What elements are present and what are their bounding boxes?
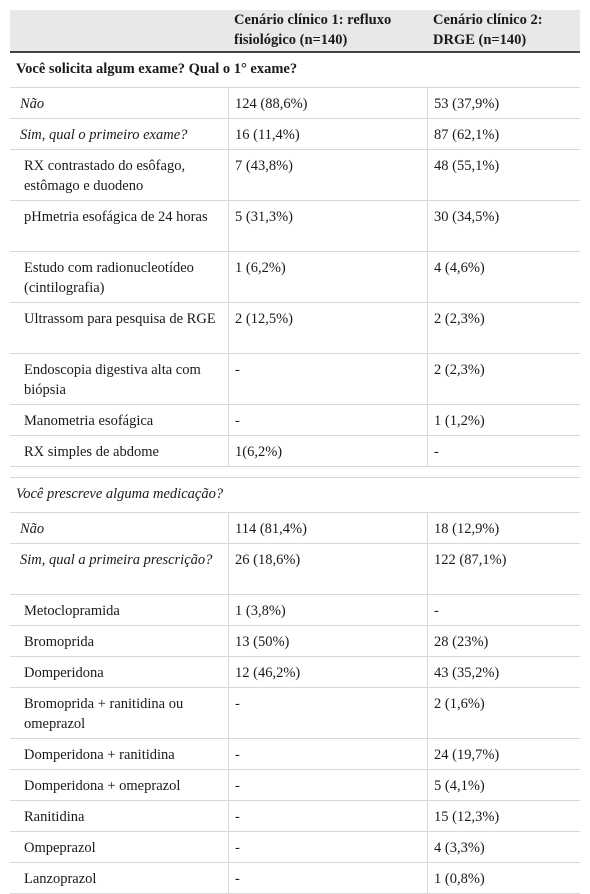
section-title: Você solicita algum exame? Qual o 1° exame?: [16, 61, 298, 77]
table-row: [10, 513, 580, 544]
table-row: [10, 354, 580, 405]
row-label: Domperidona: [24, 665, 104, 681]
row-label: Não: [20, 96, 45, 112]
row-label: Ranitidina: [24, 809, 85, 825]
scenario-2-value: 4 (3,3%): [427, 832, 580, 862]
row-label: Bromoprida: [24, 634, 95, 650]
row-label: RX contrastado do esôfago, estômago e duodeno: [24, 158, 186, 194]
scenario-1-value: 1 (3,8%): [228, 595, 427, 625]
header-col-scenario-1: Cenário clínico 1: refluxo fisiológico (n=140): [234, 12, 392, 48]
row-label: RX simples de abdome: [24, 444, 159, 460]
scenario-2-value: 2 (2,3%): [427, 303, 580, 353]
scenario-1-value: 2 (12,5%): [228, 303, 427, 353]
header-col-scenario-2: Cenário clínico 2: DRGE (n=140): [433, 12, 543, 48]
scenario-2-value: 122 (87,1%): [427, 544, 580, 594]
table-row: [10, 544, 580, 595]
results-table: [10, 10, 580, 894]
header-col-label: [10, 10, 228, 51]
scenario-2-value: 87 (62,1%): [427, 119, 580, 149]
scenario-1-value: 1 (6,2%): [228, 252, 427, 302]
section-medication-rows: [10, 513, 580, 894]
scenario-2-value: 28 (23%): [427, 626, 580, 656]
table-row: [10, 626, 580, 657]
scenario-2-value: -: [427, 595, 580, 625]
scenario-1-value: 16 (11,4%): [228, 119, 427, 149]
table-row: [10, 303, 580, 354]
scenario-1-value: -: [228, 739, 427, 769]
scenario-2-value: 15 (12,3%): [427, 801, 580, 831]
scenario-1-value: -: [228, 405, 427, 435]
row-label: Domperidona + ranitidina: [24, 747, 175, 763]
scenario-1-value: 114 (81,4%): [228, 513, 427, 543]
row-label: pHmetria esofágica de 24 horas: [24, 209, 208, 225]
scenario-1-value: 1(6,2%): [228, 436, 427, 466]
scenario-1-value: -: [228, 832, 427, 862]
scenario-2-value: 1 (1,2%): [427, 405, 580, 435]
table-row: [10, 832, 580, 863]
scenario-1-value: -: [228, 863, 427, 893]
scenario-2-value: 48 (55,1%): [427, 150, 580, 200]
row-label: Ompeprazol: [24, 840, 96, 856]
scenario-1-value: 13 (50%): [228, 626, 427, 656]
table-row: [10, 595, 580, 626]
section-title: Você prescreve alguma medicação?: [16, 486, 224, 502]
section-title-medication: [10, 478, 580, 513]
scenario-2-value: 43 (35,2%): [427, 657, 580, 687]
scenario-2-value: 2 (1,6%): [427, 688, 580, 738]
table-row: [10, 770, 580, 801]
row-label: Endoscopia digestiva alta com biópsia: [24, 362, 201, 398]
section-exams-rows: [10, 88, 580, 467]
scenario-1-value: 7 (43,8%): [228, 150, 427, 200]
row-label: Estudo com radionucleotídeo (cintilografia): [24, 260, 194, 296]
scenario-1-value: -: [228, 688, 427, 738]
table-row: [10, 201, 580, 252]
table-row: [10, 88, 580, 119]
row-label: Sim, qual a primeira prescrição?: [20, 552, 213, 568]
table-row: [10, 119, 580, 150]
scenario-2-value: 53 (37,9%): [427, 88, 580, 118]
table-row: [10, 436, 580, 467]
scenario-2-value: -: [427, 436, 580, 466]
scenario-1-value: 5 (31,3%): [228, 201, 427, 251]
row-label: Bromoprida + ranitidina ou omeprazol: [24, 696, 184, 732]
section-divider: [10, 467, 580, 478]
scenario-2-value: 5 (4,1%): [427, 770, 580, 800]
table-row: [10, 252, 580, 303]
scenario-1-value: -: [228, 801, 427, 831]
scenario-2-value: 18 (12,9%): [427, 513, 580, 543]
scenario-1-value: 26 (18,6%): [228, 544, 427, 594]
row-label: Ultrassom para pesquisa de RGE: [24, 311, 216, 327]
scenario-2-value: 24 (19,7%): [427, 739, 580, 769]
row-label: Metoclopramida: [24, 603, 120, 619]
scenario-2-value: 30 (34,5%): [427, 201, 580, 251]
table-row: [10, 739, 580, 770]
row-label: Domperidona + omeprazol: [24, 778, 181, 794]
row-label: Manometria esofágica: [24, 413, 154, 429]
scenario-1-value: -: [228, 354, 427, 404]
row-label: Não: [20, 521, 45, 537]
table-row: [10, 863, 580, 894]
table-row: [10, 801, 580, 832]
scenario-1-value: -: [228, 770, 427, 800]
scenario-2-value: 1 (0,8%): [427, 863, 580, 893]
table-header: [10, 10, 580, 53]
scenario-1-value: 12 (46,2%): [228, 657, 427, 687]
section-title-exams: [10, 53, 580, 88]
table-row: [10, 150, 580, 201]
table-row: [10, 405, 580, 436]
row-label: Sim, qual o primeiro exame?: [20, 127, 188, 143]
table-row: [10, 688, 580, 739]
row-label: Lanzoprazol: [24, 871, 97, 887]
scenario-1-value: 124 (88,6%): [228, 88, 427, 118]
scenario-2-value: 2 (2,3%): [427, 354, 580, 404]
table-row: [10, 657, 580, 688]
scenario-2-value: 4 (4,6%): [427, 252, 580, 302]
